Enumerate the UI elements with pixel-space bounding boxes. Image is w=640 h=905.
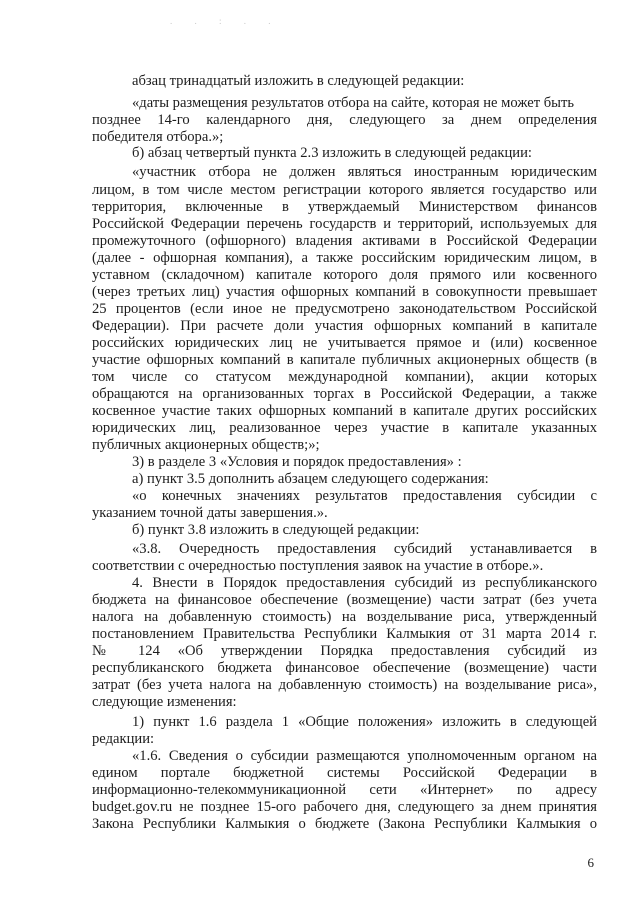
- text-line: «о конечных значениях результатов предоставления субсидии с: [132, 488, 597, 504]
- text-line: б) абзац четвертый пункта 2.3 изложить в следующей редакции:: [132, 145, 532, 161]
- text-line: 3) в разделе 3 «Условия и порядок предоставления» :: [132, 454, 462, 470]
- text-line: юридических лиц, реализованное через участие в капитале указанных: [92, 420, 597, 436]
- page-number: 6: [587, 855, 594, 870]
- text-line: косвенное участие таких офшорных компаний в капитале других российских: [92, 403, 597, 419]
- text-line: «1.6. Сведения о субсидии размещаются уполномоченным органом на: [132, 748, 597, 764]
- text-line: обращаются на организованных торгах в Российской Федерации, а также: [92, 386, 597, 402]
- text-line: бюджета на финансовое обеспечение (возмещение) части затрат (без учета: [92, 592, 597, 608]
- text-line: (далее - офшорная компания), а также российским юридическим лицом, в: [92, 250, 597, 266]
- text-line: «3.8. Очередность предоставления субсидий устанавливается в: [132, 541, 597, 557]
- text-line: позднее 14-го календарного дня, следующего за днем определения: [92, 112, 597, 128]
- text-line: едином портале бюджетной системы Российской Федерации в: [92, 765, 597, 781]
- text-line: российских юридических лиц не учитывается прямое и (или) косвенное: [92, 335, 597, 351]
- text-line: постановлением Правительства Республики Калмыкия от 31 марта 2014 г.: [92, 626, 597, 642]
- text-line: редакции:: [92, 731, 155, 747]
- text-line: следующие изменения:: [92, 694, 237, 710]
- text-line: затрат (без учета налога на добавленную стоимость) на возделывание риса»,: [92, 677, 597, 693]
- text-line: Закона Республики Калмыкия о бюджете (Закона Республики Калмыкия о: [92, 816, 597, 832]
- text-line: налога на добавленную стоимость) на возделывание риса, утвержденный: [92, 609, 597, 625]
- scan-artifact-marks: . . : . .: [170, 16, 281, 26]
- text-line: (через третьих лиц) участия офшорных компаний в совокупности превышает: [92, 284, 597, 300]
- text-line: победителя отбора.»;: [92, 129, 224, 145]
- text-line: 25 процентов (если иное не предусмотрено законодательством Российской: [92, 301, 597, 317]
- text-line: Российской Федерации перечень государств и территорий, используемых для: [92, 216, 597, 232]
- text-line: budget.gov.ru не позднее 15-ого рабочего дня, следующего за днем принятия: [92, 799, 597, 815]
- text-line: территория, включенные в утверждаемый Министерством финансов: [92, 199, 597, 215]
- text-line: б) пункт 3.8 изложить в следующей редакции:: [132, 522, 420, 538]
- text-line: уставном (складочном) капитале которого доля прямого или косвенного: [92, 267, 597, 283]
- text-line: лицом, в том числе местом регистрации которого является государство или: [92, 182, 597, 198]
- text-line: участие офшорных компаний в капитале публичных акционерных обществ (в: [92, 352, 597, 368]
- text-line: а) пункт 3.5 дополнить абзацем следующего содержания:: [132, 471, 489, 487]
- text-line: указанием точной даты завершения.».: [92, 505, 328, 521]
- text-line: «участник отбора не должен являться иностранным юридическим: [132, 164, 597, 180]
- text-line: соответствии с очередностью поступления заявок на участие в отборе.».: [92, 558, 544, 574]
- text-line: информационно-телекоммуникационной сети «Интернет» по адресу: [92, 782, 597, 798]
- text-line: № 124 «Об утверждении Порядка предоставления субсидий из: [92, 643, 597, 659]
- text-line: 1) пункт 1.6 раздела 1 «Общие положения» изложить в следующей: [132, 714, 597, 730]
- text-line: «даты размещения результатов отбора на сайте, которая не может быть: [132, 95, 575, 111]
- text-line: том числе со статусом международной компании), акции которых: [92, 369, 597, 385]
- text-line: промежуточного (офшорного) владения активами в Российской Федерации: [92, 233, 597, 249]
- text-line: абзац тринадцатый изложить в следующей редакции:: [132, 73, 465, 89]
- text-line: республиканского бюджета финансовое обеспечение (возмещение) части: [92, 660, 597, 676]
- text-line: 4. Внести в Порядок предоставления субсидий из республиканского: [132, 575, 597, 591]
- text-line: Федерации). При расчете доли участия офшорных компаний в капитале: [92, 318, 597, 334]
- text-line: публичных акционерных обществ;»;: [92, 437, 320, 453]
